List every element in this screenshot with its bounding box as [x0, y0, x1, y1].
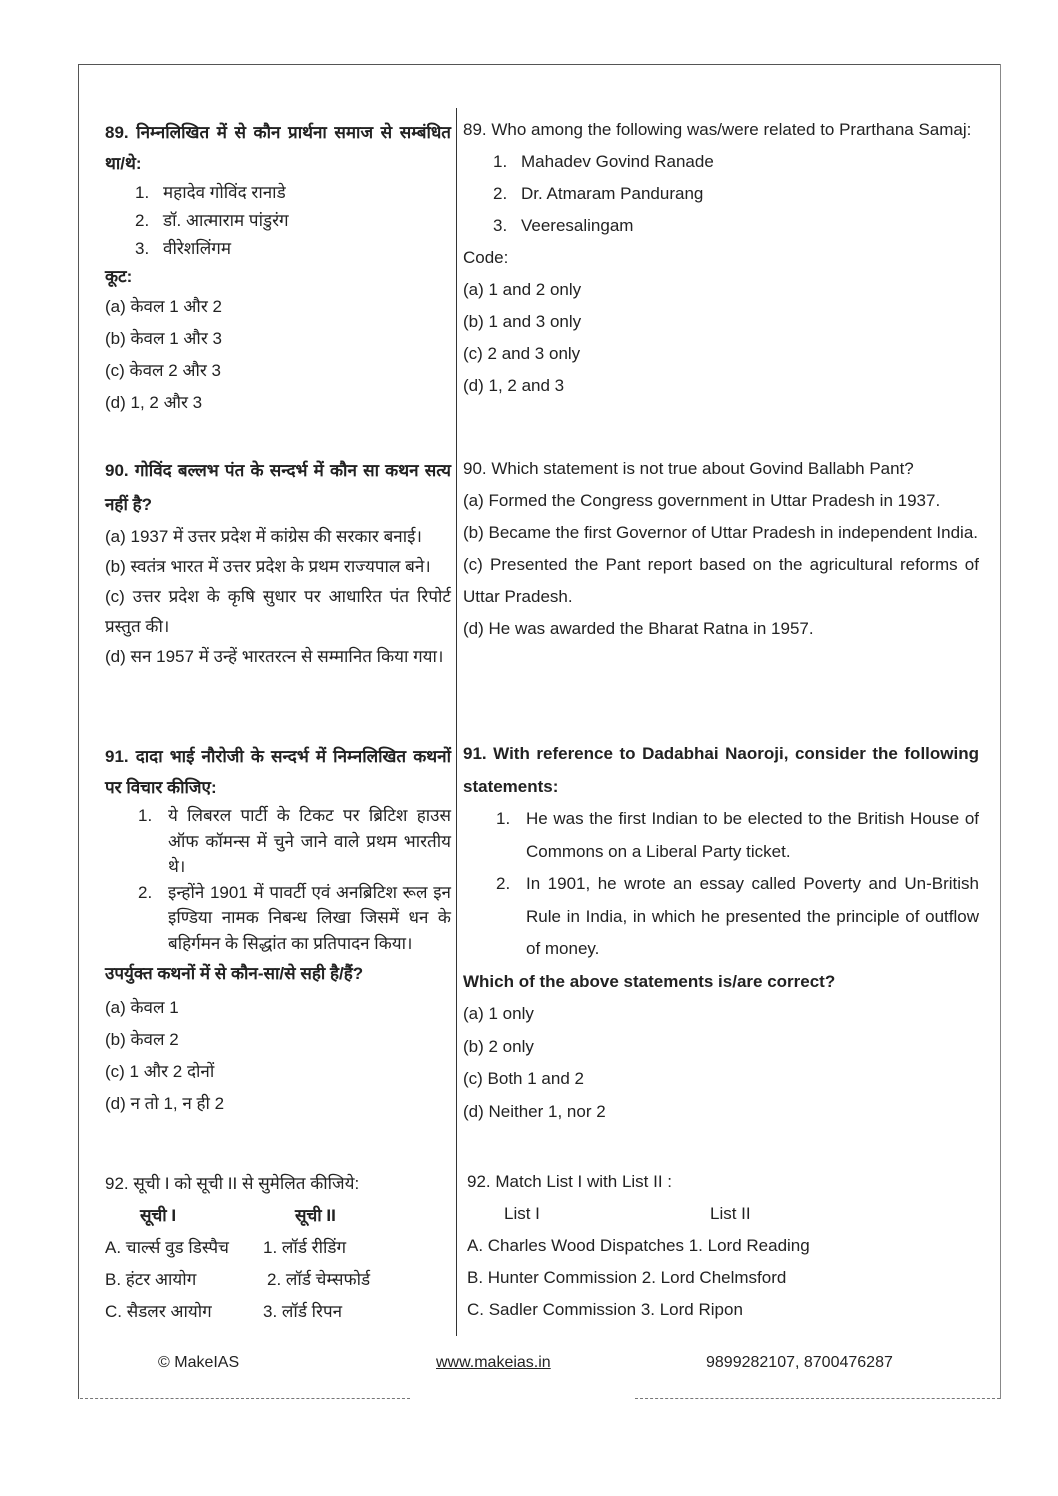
option: (b) केवल 1 और 3	[105, 329, 222, 348]
question-text: 89. Who among the following was/were related to Prarthana Samaj:	[463, 120, 972, 139]
code-label: Code:	[463, 248, 509, 267]
page-border-left	[78, 64, 79, 1399]
item-text: डॉ. आत्माराम पांडुरंग	[163, 211, 289, 230]
question-91-hindi	[105, 741, 451, 1120]
item-text: Mahadev Govind Ranade	[521, 152, 714, 171]
match-row: B. Hunter Commission 2. Lord Chelmsford	[467, 1268, 787, 1287]
question-92-hindi	[105, 1168, 451, 1328]
option: (a) 1 and 2 only	[463, 280, 582, 299]
question-90-english	[463, 453, 979, 645]
item-text: Dr. Atmaram Pandurang	[521, 184, 704, 203]
option: (d) 1, 2 और 3	[105, 393, 203, 412]
question-prompt: उपर्युक्त कथनों में से कौन-सा/से सही है/हैं?	[105, 964, 364, 983]
option: (a) केवल 1 और 2	[105, 297, 222, 316]
list-item: 1. Mahadev Govind Ranade	[463, 146, 979, 178]
match-row	[105, 1232, 451, 1264]
list-item: 1. महादेव गोविंद रानाडे	[105, 179, 451, 207]
statement: 2. इन्होंने 1901 में पावर्टी एवं अनब्रिटिश रूल इन इण्डिया नामक निबन्ध लिखा जिसमें धन के बहिर्गमन के सिद्धांत का प्रतिपादन किया।	[105, 880, 451, 957]
list-item: 3. Veeresalingam	[463, 210, 979, 242]
match-row	[105, 1296, 451, 1328]
list2-item: 2. लॉर्ड चेम्सफोर्ड	[267, 1270, 371, 1289]
option: (c) उत्तर प्रदेश के कृषि सुधार पर आधारित पंत रिपोर्ट प्रस्तुत की।	[105, 587, 451, 636]
option: (d) He was awarded the Bharat Ratna in 1957.	[463, 619, 814, 638]
option: (d) 1, 2 and 3	[463, 376, 565, 395]
option: (c) Both 1 and 2	[463, 1069, 584, 1088]
question-prompt: Which of the above statements is/are correct?	[463, 971, 836, 991]
statement-text: इन्होंने 1901 में पावर्टी एवं अनब्रिटिश रूल इन इण्डिया नामक निबन्ध लिखा जिसमें धन के बहिर्गमन के सिद्धांत का प्रतिपादन किया।	[168, 882, 451, 953]
option: (d) Neither 1, nor 2	[463, 1101, 606, 1121]
option: (b) 2 only	[463, 1036, 534, 1056]
statement-text: ये लिबरल पार्टी के टिकट पर ब्रिटिश हाउस ऑफ कॉमन्स में चुने जाने वाले प्रथम भारतीय थे।	[168, 806, 451, 876]
question-89-hindi	[105, 117, 451, 419]
footer-website-link[interactable]: www.makeias.in	[436, 1354, 551, 1371]
question-text: 90. गोविंद बल्लभ पंत के सन्दर्भ में कौन सा कथन सत्य नहीं है?	[105, 461, 451, 514]
list1-header: सूची I	[140, 1206, 177, 1225]
statement-text: In 1901, he wrote an essay called Poverty and Un-British Rule in India, in which he presented the principle of outflow of money.	[526, 874, 979, 958]
list2-item: 3. लॉर्ड रिपन	[263, 1302, 343, 1321]
option: (c) 2 and 3 only	[463, 344, 581, 363]
option: (a) केवल 1	[105, 998, 179, 1017]
list-item: 3. वीरेशलिंगम	[105, 235, 451, 263]
option: (c) Presented the Pant report based on the agricultural reforms of Uttar Pradesh.	[463, 555, 979, 606]
statement: 1. ये लिबरल पार्टी के टिकट पर ब्रिटिश हाउस ऑफ कॉमन्स में चुने जाने वाले प्रथम भारतीय थे।	[105, 803, 451, 880]
page-border-top	[78, 64, 1000, 65]
list2-header: सूची II	[295, 1206, 336, 1225]
question-90-hindi	[105, 454, 451, 672]
list1-header: List I	[504, 1204, 540, 1223]
question-text: 91. दादा भाई नौरोजी के सन्दर्भ में निम्नलिखित कथनों पर विचार कीजिए:	[105, 747, 451, 797]
option: (b) 1 and 3 only	[463, 312, 582, 331]
question-text: 89. निम्नलिखित में से कौन प्रार्थना समाज से सम्बंधित था/थे:	[105, 123, 451, 173]
question-92-english	[467, 1166, 983, 1326]
item-text: वीरेशलिंगम	[163, 239, 232, 258]
option: (a) 1937 में उत्तर प्रदेश में कांग्रेस की सरकार बनाई।	[105, 527, 422, 546]
list-headers	[105, 1200, 451, 1232]
question-text: 92. सूची I को सूची II से सुमेलित कीजिये:	[105, 1174, 360, 1193]
code-label: कूट:	[105, 267, 133, 286]
match-row: C. Sadler Commission 3. Lord Ripon	[467, 1300, 743, 1319]
column-divider	[456, 108, 457, 1336]
option: (b) केवल 2	[105, 1030, 179, 1049]
match-row	[105, 1264, 451, 1296]
statement: 1. He was the first Indian to be elected to the British House of Commons on a Liberal Party ticket.	[463, 803, 979, 868]
list-headers	[467, 1198, 983, 1230]
option: (a) 1 only	[463, 1004, 534, 1023]
list1-item: B. हंटर आयोग	[105, 1270, 197, 1289]
question-text: 90. Which statement is not true about Govind Ballabh Pant?	[463, 459, 914, 478]
question-91-english	[463, 738, 979, 1128]
bottom-rule-left	[80, 1398, 410, 1399]
question-text: 91. With reference to Dadabhai Naoroji, consider the following statements:	[463, 744, 979, 796]
list-item: 2. डॉ. आत्माराम पांडुरंग	[105, 207, 451, 235]
page-border-right	[1000, 64, 1001, 1399]
list-item: 2. Dr. Atmaram Pandurang	[463, 178, 979, 210]
statement: 2. In 1901, he wrote an essay called Poverty and Un-British Rule in India, in which he presented the principle of outflow of money.	[463, 868, 979, 966]
question-89-english	[463, 114, 979, 402]
list1-item: A. चार्ल्स वुड डिस्पैच	[105, 1238, 229, 1257]
statement-text: He was the first Indian to be elected to the British House of Commons on a Liberal Party ticket.	[526, 809, 979, 861]
option: (c) 1 और 2 दोनों	[105, 1062, 215, 1081]
option: (d) सन 1957 में उन्हें भारतरत्न से सम्मानित किया गया।	[105, 647, 444, 666]
list2-header: List II	[710, 1204, 751, 1223]
list2-item: 1. लॉर्ड रीडिंग	[263, 1238, 347, 1257]
option: (b) Became the first Governor of Uttar Pradesh in independent India.	[463, 523, 978, 542]
footer-copyright: © MakeIAS	[158, 1354, 240, 1371]
option: (c) केवल 2 और 3	[105, 361, 222, 380]
list1-item: C. सैडलर आयोग	[105, 1302, 212, 1321]
bottom-rule-right	[635, 1398, 1000, 1399]
match-row: A. Charles Wood Dispatches 1. Lord Reading	[467, 1236, 810, 1255]
item-text: Veeresalingam	[521, 216, 634, 235]
footer-phones: 9899282107, 8700476287	[706, 1354, 893, 1371]
option: (b) स्वतंत्र भारत में उत्तर प्रदेश के प्रथम राज्यपाल बने।	[105, 557, 431, 576]
option: (d) न तो 1, न ही 2	[105, 1094, 225, 1113]
item-text: महादेव गोविंद रानाडे	[163, 183, 286, 202]
question-text: 92. Match List I with List II :	[467, 1172, 673, 1191]
option: (a) Formed the Congress government in Uttar Pradesh in 1937.	[463, 491, 941, 510]
